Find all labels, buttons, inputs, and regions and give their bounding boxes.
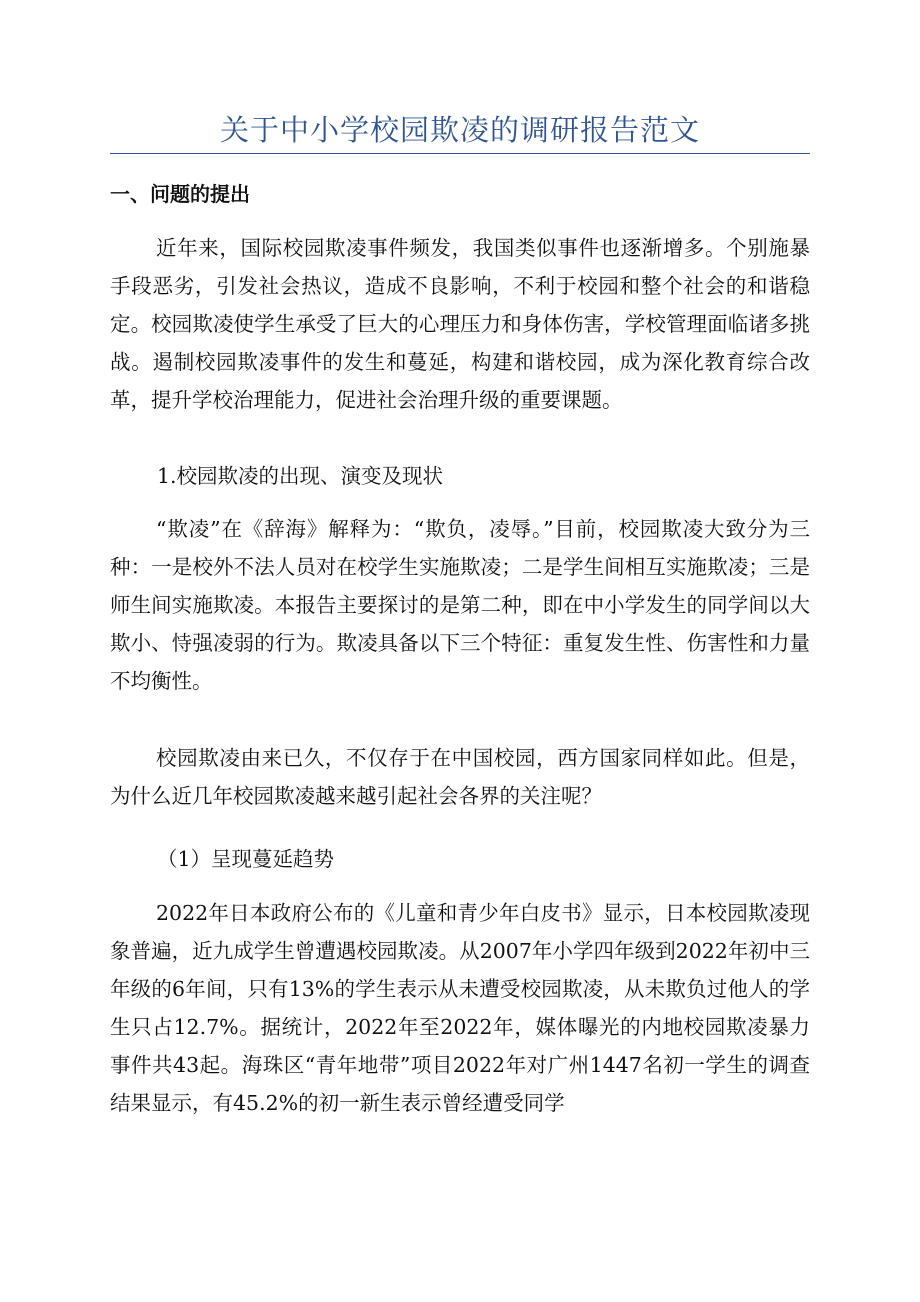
- paragraph-definition: “欺凌”在《辞海》解释为：“欺负，凌辱。”目前，校园欺凌大致分为三种：一是校外不法人员对在校学生实施欺凌；二是学生间相互实施欺凌；三是师生间实施欺凌。本报告主要探讨的是第二种，即在中小学发生的同学间以大欺小、恃强凌弱的行为。欺凌具备以下三个特征：重复发生性、伤害性和力量不均衡性。: [110, 517, 810, 693]
- section-heading: 一、问题的提出: [110, 182, 250, 206]
- paragraph-statistics: 2022年日本政府公布的《儿童和青少年白皮书》显示，日本校园欺凌现象普遍，近九成学生曾遭遇校园欺凌。从2007年小学四年级到2022年初中三年级的6年间，只有13%的学生表示从未遭受校园欺凌，从未欺负过他人的学生只占12.7%。据统计，2022年至2022年，媒体曝光的内地校园欺凌暴力事件共43起。海珠区“青年地带”项目2022年对广州1447名初一学生的调查结果显示，有45.2%的初一新生表示曾经遭受同学: [110, 901, 810, 1115]
- subheading-2: （1）呈现蔓延趋势: [157, 847, 335, 871]
- paragraph-intro: 近年来，国际校园欺凌事件频发，我国类似事件也逐渐增多。个别施暴手段恶劣，引发社会热议，造成不良影响，不利于校园和整个社会的和谐稳定。校园欺凌使学生承受了巨大的心理压力和身体伤害，学校管理面临诸多挑战。遏制校园欺凌事件的发生和蔓延，构建和谐校园，成为深化教育综合改革，提升学校治理能力，促进社会治理升级的重要课题。: [110, 236, 810, 412]
- document-title: 关于中小学校园欺凌的调研报告范文: [219, 113, 700, 147]
- title-underline: [110, 153, 810, 154]
- subheading-1: 1.校园欺凌的出现、演变及现状: [157, 464, 444, 488]
- paragraph-question: 校园欺凌由来已久，不仅存于在中国校园，西方国家同样如此。但是，为什么近几年校园欺凌越来越引起社会各界的关注呢？: [110, 746, 810, 808]
